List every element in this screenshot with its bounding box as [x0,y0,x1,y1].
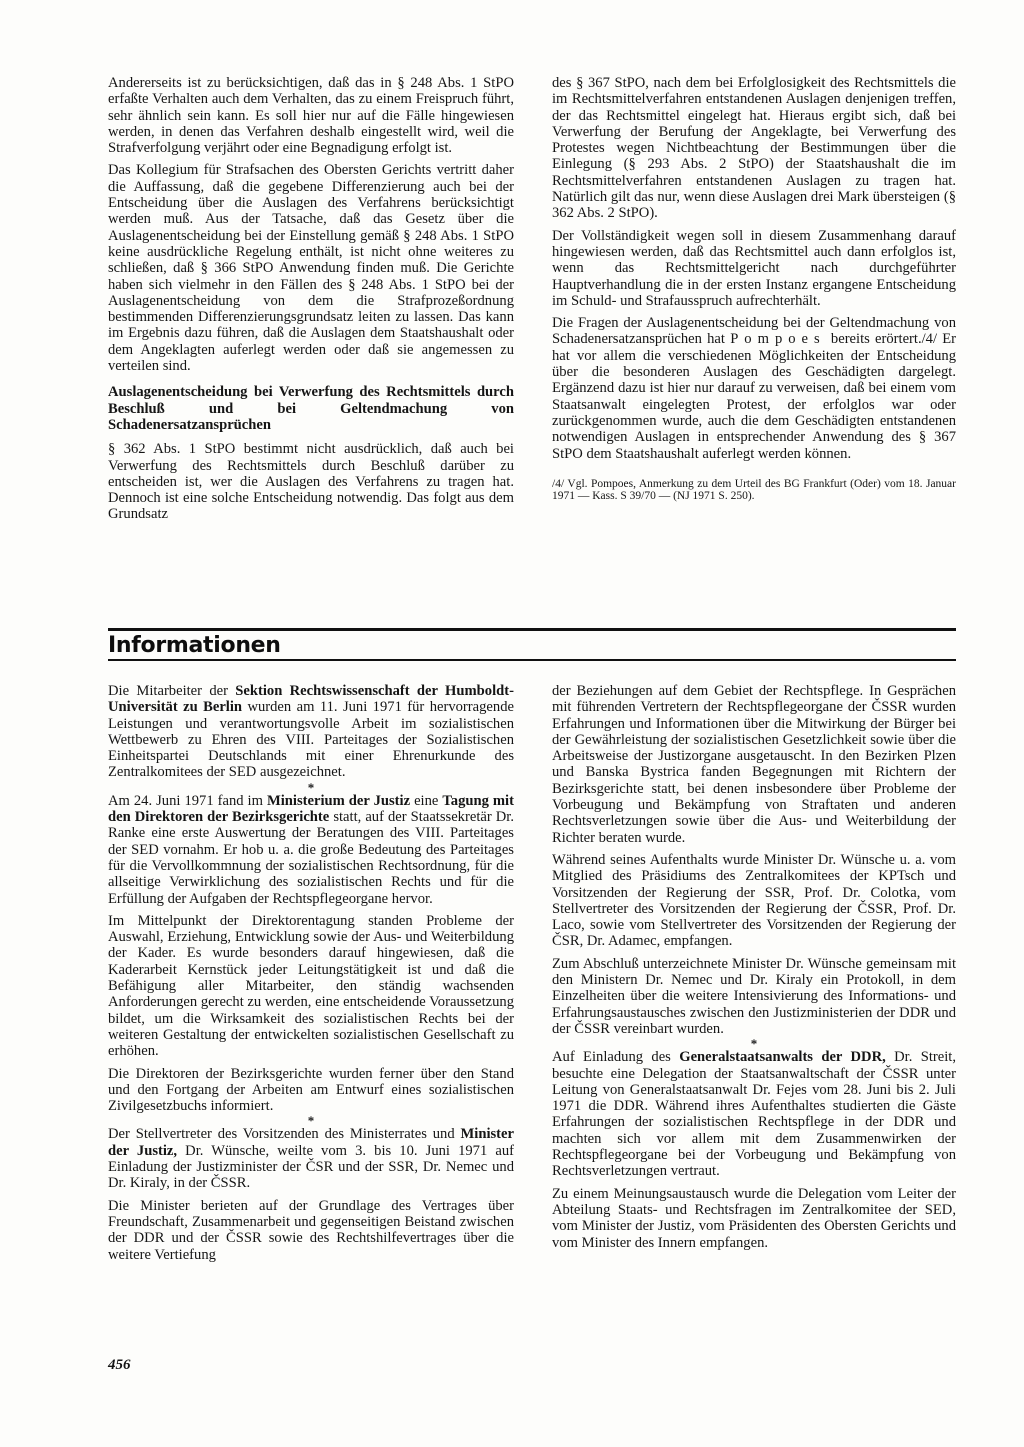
bold-run: Minister der Justiz, [108,1126,514,1159]
paragraph: Andererseits ist zu berücksichtigen, daß das in § 248 Abs. 1 StPO erfaßte Verhalten auch dem Verhalten, das zu einem Freispruch führt, sehr ähnlich sein kann. Es soll hier nur auf die Fälle hingewiesen werden, in denen das Verfahren deshalb eingestellt wird, weil die Strafverfolgung verjährt oder eine Begnadigung erfolgt ist. [108,75,514,157]
text-run: Der Stellvertreter des Vorsitzenden des Ministerrates und [108,1126,455,1143]
informationen-right-column [552,683,956,1257]
bold-run: Tagung mit den Direktoren der Bezirksgerichte [108,792,514,826]
bold-run: Sektion Rechtswissenschaft der Humboldt-Universität zu Berlin [108,683,514,716]
text-run: Dr. Wünsche, weilte vom 3. bis 10. Juni 1971 auf Einladung der Justizminister der ČSR und der SSR, Dr. Nemec und Dr. Kiraly, in der ČSSR. [108,1142,514,1192]
paragraph [552,315,956,462]
section-rule-top [108,628,956,631]
paragraph: Im Mittelpunkt der Direktorentagung standen Probleme der Auswahl, Erziehung, Entwicklung sowie der Aus- und Weiterbildung der Kader. Es wurde besonders darauf hingewiesen, daß die Kaderarbeit Kernstück jeder Leitungstätigkeit ist und daß die Befähigung aller Mitarbeiter, den ständig wachsenden Anforderungen gerecht zu werden, eine entscheidende Voraussetzung bildet, um die Wirksamkeit des sozialistischen Rechts bei der weiteren Gestaltung der entwickelten sozialistischen Gesellschaft zu erhöhen. [108,912,514,1060]
top-left-column [108,75,514,529]
text-run: bereits erörtert./4/ Er hat vor allem die verschiedenen Möglichkeiten der Entscheidung über die besonderen Auslagen des Geschädigten dargelegt. Ergänzend dazu ist hier nur darauf zu verweisen, daß bei einem vom Staatsanwalt eingelegten Protest, der erfolglos war oder zurückgenommen wurde, auch die dem Geschädigten entstandenen notwendigen Auslagen in entsprechender Anwendung des § 367 StPO dem Staatshaushalt auferlegt werden können. [552,331,957,462]
paragraph: Während seines Aufenthalts wurde Minister Dr. Wünsche u. a. vom Mitglied des Präsidiums des Zentralkomitees der KPTsch und Vorsitzenden der Regierung der SSR, Prof. Dr. Colotka, vom Stellvertreter des Vorsitzenden der Regierung der ČSSR, Prof. Dr. Laco, sowie vom Stellvertreter des Vorsitzenden der Regierung der ČSR, Dr. Adamec, empfangen. [552,851,956,950]
separator-asterisk: * [307,1113,315,1129]
text-run: Am 24. Juni 1971 fand im [108,792,263,809]
separator-asterisk: * [307,779,315,795]
informationen-left-column [108,683,514,1269]
text-run: wurden am 11. Juni 1971 für hervorragende Leistungen und verantwortungsvolle Arbeit im sozialistischen Wettbewerb zu Ehren des VIII. Parteitages der Sozialistischen Einheitspartei Deutschlands mit einer Ehrenurkunde des Zentralkomitees der SED ausgezeichnet. [108,699,514,781]
news-item [108,683,514,781]
text-run: Die Mitarbeiter der [108,683,228,699]
author-name-spaced: Pompoes [730,331,826,348]
text-run: Dr. Streit, besuchte eine Delegation der Staatsanwaltschaft der ČSSR unter Leitung von Generalstaatsanwalt Dr. Fejes vom 28. Juni bis 2. Juli 1971 die DDR. Während ihres Aufenthaltes studierten die Gäste Erfahrungen der sozialistischen Rechtspflege in der DDR und machten sich vor allem mit dem Zusammenwirken der Rechtspflegeorgane bei der Vorbeugung und Bekämpfung von Rechtsverletzungen vertraut. [552,1049,957,1180]
news-item [552,1049,956,1179]
news-item [108,1126,514,1191]
paragraph: § 362 Abs. 1 StPO bestimmt nicht ausdrücklich, daß auch bei Verwerfung des Rechtsmittels durch Beschluß darüber zu entscheiden ist, wer die Auslagen des Verfahrens zu tragen hat. Dennoch ist eine solche Entscheidung notwendig. Das folgt aus dem Grundsatz [108,441,514,523]
paragraph: Zum Abschluß unterzeichnete Minister Dr. Wünsche gemeinsam mit den Ministern Dr. Nemec und Dr. Kiraly ein Protokoll, in dem Einzelheiten über die weitere Intensivierung des Informations- und Erfahrungsaustausches zwischen den Justizministerien der DDR und der ČSSR vereinbart wurden. [552,955,956,1037]
text-run: Die Fragen der Auslagenentscheidung bei der Geltendmachung von Schadenersatzansprüchen hat [552,315,956,348]
paragraph: Die Minister berieten auf der Grundlage des Vertrages über Freundschaft, Zusammenarbeit und gegenseitigen Beistand zwischen der DDR und der ČSSR sowie des Rechtshilfevertrages über die weitere Vertiefung [108,1197,514,1263]
text-run: statt, auf der Staatssekretär Dr. Ranke eine erste Auswertung der Beratungen des VIII. Parteitages der SED vornahm. Er hob u. a. die große Bedeutung des Parteitages für die Vervollkommnung der sozialistischen Rechtsordnung, für die allseitige Verwirklichung des sozialistischen Rechts und für die Erfüllung der Aufgaben der Rechtspflegeorgane hervor. [108,809,514,907]
paragraph: Der Vollständigkeit wegen soll in diesem Zusammenhang darauf hingewiesen werden, daß das Rechtsmittel auch dann erfolglos ist, wenn das Rechtsmittelgericht nach durchgeführter Hauptverhandlung die in der ersten Instanz ergangene Entscheidung im Schuld- und Strafausspruch aufrechterhält. [552,227,956,309]
section-rule-bottom [108,659,956,661]
section-subheading: Auslagenentscheidung bei Verwerfung des Rechtsmittels durch Beschluß und bei Geltendmachung von Schadenersatzansprüchen [108,384,514,433]
separator-asterisk: * [750,1036,758,1052]
page-number: 456 [108,1357,131,1373]
text-run: eine [414,792,439,809]
paragraph: Die Direktoren der Bezirksgerichte wurden ferner über den Stand und den Fortgang der Arbeiten am Entwurf eines sozialistischen Zivilgesetzbuchs informiert. [108,1065,514,1115]
paragraph: Das Kollegium für Strafsachen des Obersten Gerichts vertritt daher die Auffassung, daß die gegebene Differenzierung auch bei der Entscheidung über die Auslagen des Verfahrens berücksichtigt werden muß. Aus der Tatsache, daß das Gesetz über die Auslagenentscheidung bei der Einstellung gemäß § 248 Abs. 1 StPO keine ausdrückliche Regelung enthält, ist nicht ohne weiteres zu schließen, daß § 366 StPO Anwendung finden muß. Die Gerichte haben sich vielmehr in den Fällen des § 248 Abs. 1 StPO bei der Auslagenentscheidung von dem die Strafprozeßordnung bestimmenden Differenzierungsgrundsatz leiten zu lassen. Das kann im Ergebnis dazu führen, daß die Auslagen dem Staatshaushalt oder dem Angeklagten auferlegt werden oder daß sie angemessen zu verteilen sind. [108,162,514,375]
news-item [108,793,514,907]
section-title: Informationen [108,633,281,658]
paragraph: Zu einem Meinungsaustausch wurde die Delegation vom Leiter der Abteilung Staats- und Rechtsfragen im Zentralkomitee der SED, vom Minister der Justiz, vom Präsidenten des Obersten Gerichts und vom Minister des Innern empfangen. [552,1185,956,1251]
paragraph: der Beziehungen auf dem Gebiet der Rechtspflege. In Gesprächen mit führenden Vertretern der Rechtspflegeorgane der ČSSR wurden Erfahrungen und Informationen über die Mitwirkung der Bürger bei der Gewährleistung der sozialistischen Gesetzlichkeit sowie über die Arbeitsweise der Justizorgane ausgetauscht. In den Bezirken Plzen und Banska Bystrica fanden Begegnungen mit Richtern der Bezirksgerichte statt, bei denen insbesondere über Probleme der Vorbeugung und Bekämpfung von Straftaten und anderen Rechtsverletzungen sowie über die Aus- und Weiterbildung der Richter beraten wurde. [552,683,956,846]
paragraph: des § 367 StPO, nach dem bei Erfolglosigkeit des Rechtsmittels die im Rechtsmittelverfahren entstandenen Auslagen denjenigen treffen, der das Rechtsmittel eingelegt hat. Hieraus ergibt sich, daß bei Verwerfung der Berufung der Angeklagte, bei Verwerfung des Protestes wegen Nichtbeachtung der Bestimmungen über die Einlegung (§ 293 Abs. 2 StPO) der Staatshaushalt die im Rechtsmittelverfahren entstandenen Auslagen zu tragen hat. Natürlich gilt das nur, wenn diese Auslagen drei Mark übersteigen (§ 362 Abs. 2 StPO). [552,75,956,222]
bold-run: Generalstaatsanwalts der DDR, [679,1049,886,1066]
text-run: Auf Einladung des [552,1049,671,1066]
footnote: /4/ Vgl. Pompoes, Anmerkung zu dem Urteil des BG Frankfurt (Oder) vom 18. Januar 1971 — Kass. S 39/70 — (NJ 1971 S. 250). [552,477,956,503]
top-right-column [552,75,956,509]
bold-run: Ministerium der Justiz [266,792,411,809]
